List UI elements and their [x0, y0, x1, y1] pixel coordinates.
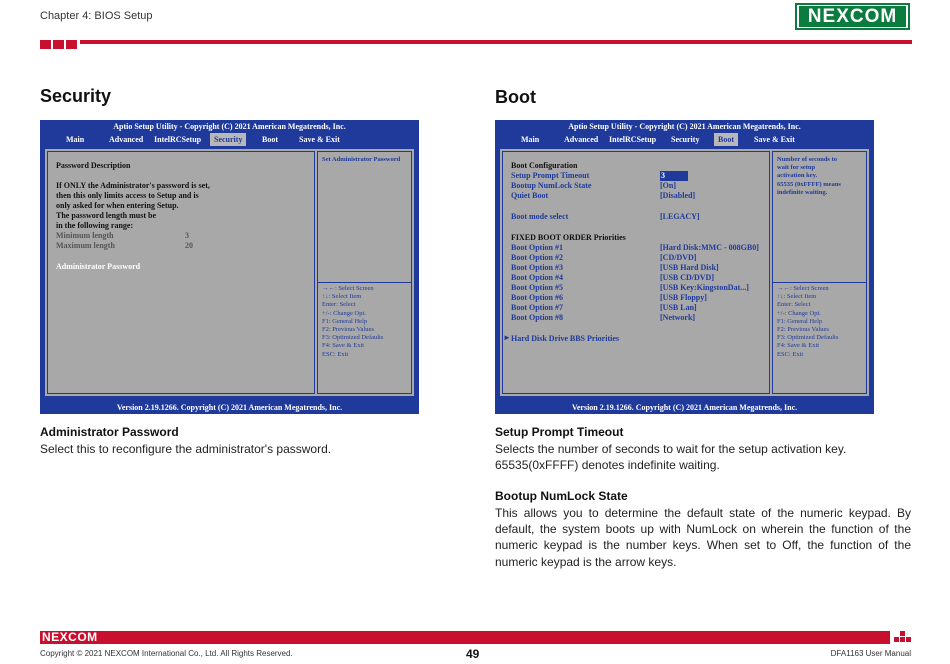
boot-option-value: [USB Hard Disk]	[660, 263, 719, 272]
quiet-boot-label: Quiet Boot	[511, 191, 549, 200]
min-length-value: 3	[185, 231, 189, 240]
manual-name: DFA1163 User Manual	[830, 649, 911, 658]
menu-save-exit: Save & Exit	[299, 135, 340, 144]
boot-option-value: [USB Lan]	[660, 303, 697, 312]
setup-prompt-timeout-label: Setup Prompt Timeout	[511, 171, 590, 180]
menu-main: Main	[66, 135, 85, 144]
menu-intelrcsetup: IntelRCSetup	[609, 135, 657, 144]
desc-line-2: then this only limits access to Setup and is	[56, 191, 199, 200]
desc-line-1: If ONLY the Administrator's password is set,	[56, 181, 210, 190]
admin-password-heading: Administrator Password	[40, 425, 179, 439]
desc-line-3: only asked for when entering Setup.	[56, 201, 179, 210]
setup-prompt-timeout-value: 3	[660, 171, 688, 181]
fixed-boot-order-heading: FIXED BOOT ORDER Priorities	[511, 233, 626, 242]
boot-mode-label: Boot mode select	[511, 212, 569, 221]
boot-option-value: [USB Key:KingstonDat...]	[660, 283, 749, 292]
boot-option-label: Boot Option #7	[511, 303, 564, 312]
header-squares	[40, 40, 77, 49]
boot-mode-value: [LEGACY]	[660, 212, 700, 221]
bootup-numlock-heading: Bootup NumLock State	[495, 489, 628, 503]
menu-boot: Boot	[714, 133, 738, 146]
page-number: 49	[466, 647, 480, 661]
footer-squares	[894, 631, 912, 644]
quiet-boot-value: [Disabled]	[660, 191, 696, 200]
boot-option-label: Boot Option #4	[511, 273, 564, 282]
menu-main: Main	[521, 135, 540, 144]
bios-body	[499, 148, 870, 397]
desc-line-5: in the following range:	[56, 221, 134, 230]
setup-prompt-timeout-desc: Selects the number of seconds to wait for the setup activation key. 65535(0xFFFF) denotes indefinite waiting.	[495, 442, 847, 473]
bios-body	[44, 148, 415, 397]
administrator-password-item: Administrator Password	[56, 262, 141, 271]
password-description: Password Description	[56, 161, 131, 170]
admin-password-desc: Select this to reconfigure the administrator's password.	[40, 442, 332, 456]
bootup-numlock-label: Bootup NumLock State	[511, 181, 592, 190]
boot-option-label: Boot Option #3	[511, 263, 564, 272]
menu-security: Security	[210, 133, 246, 146]
menu-boot: Boot	[262, 135, 278, 144]
boot-option-value: [CD/DVD]	[660, 253, 697, 262]
menu-intelrcsetup: IntelRCSetup	[154, 135, 202, 144]
security-title: Security	[40, 86, 112, 106]
boot-option-value: [USB Floppy]	[660, 293, 707, 302]
security-bios-screenshot	[40, 120, 419, 414]
menu-advanced: Advanced	[109, 135, 144, 144]
bios-menubar	[40, 133, 419, 146]
bootup-numlock-value: [On]	[660, 181, 676, 190]
boot-option-label: Boot Option #5	[511, 283, 564, 292]
boot-option-value: [USB CD/DVD]	[660, 273, 714, 282]
bios-footer: Version 2.19.1266. Copyright (C) 2021 American Megatrends, Inc.	[116, 403, 343, 412]
chapter-label: Chapter 4: BIOS Setup	[40, 10, 153, 22]
bios-help-panel	[772, 151, 867, 394]
boot-option-label: Boot Option #1	[511, 243, 564, 252]
bios-titlebar: Aptio Setup Utility - Copyright (C) 2021 American Megatrends, Inc.	[113, 122, 346, 131]
nexcom-logo: NE X COM	[795, 3, 910, 30]
min-length-label: Minimum length	[56, 231, 114, 240]
setup-prompt-timeout-heading: Setup Prompt Timeout	[495, 425, 624, 439]
bootup-numlock-desc: This allows you to determine the default state of the numeric keypad. By default, the system boots up with NumLock on wherein the function of the numeric keypad is the number keys. When set to Off, the function of the numeric keypad is the arrow keys.	[495, 506, 911, 569]
max-length-label: Maximum length	[56, 241, 115, 250]
boot-option-value: [Network]	[660, 313, 696, 322]
bios-left-panel	[502, 151, 770, 394]
menu-advanced: Advanced	[564, 135, 599, 144]
bios-footer: Version 2.19.1266. Copyright (C) 2021 American Megatrends, Inc.	[571, 403, 798, 412]
boot-bios-screenshot	[495, 120, 874, 414]
menu-security: Security	[671, 135, 700, 144]
bios-left-panel	[47, 151, 315, 394]
boot-option-value: [Hard Disk:MMC - 008GB0]	[660, 243, 759, 252]
boot-title: Boot	[495, 87, 536, 107]
key-legend: →←: Select Screen ↑↓: Select Item Enter: Select +/-: Change Opt. F1: General Help F2: Previous Values F3: Optimized Defaults F4: Save & Exit ESC: Exit	[777, 285, 839, 358]
bios-titlebar: Aptio Setup Utility - Copyright (C) 2021 American Megatrends, Inc.	[568, 122, 801, 131]
key-legend: →←: Select Screen ↑↓: Select Item Enter: Select +/-: Change Opt. F1: General Help F2: Previous Values F3: Optimized Defaults F4: Save & Exit ESC: Exit	[322, 285, 384, 358]
help-text: Set Administrator Password	[322, 156, 401, 163]
boot-option-label: Boot Option #6	[511, 293, 564, 302]
boot-option-label: Boot Option #8	[511, 313, 564, 322]
hdd-bbs-priorities: Hard Disk Drive BBS Priorities	[511, 334, 619, 343]
max-length-value: 20	[185, 241, 193, 250]
boot-config-heading: Boot Configuration	[511, 161, 578, 170]
footer-rule	[40, 631, 890, 644]
header-rule	[80, 40, 912, 44]
copyright: Copyright © 2021 NEXCOM International Co., Ltd. All Rights Reserved.	[40, 649, 293, 658]
help-text: Number of seconds to wait for setup activation key. 65535 (0xFFFF) means indefinite waiting.	[777, 156, 841, 196]
bios-help-panel	[317, 151, 412, 394]
submenu-arrow-icon: ►	[503, 333, 511, 342]
menu-save-exit: Save & Exit	[754, 135, 795, 144]
boot-option-label: Boot Option #2	[511, 253, 564, 262]
footer-logo: NEXCOM	[42, 630, 98, 644]
bios-menubar	[495, 133, 874, 146]
desc-line-4: The password length must be	[56, 211, 157, 220]
